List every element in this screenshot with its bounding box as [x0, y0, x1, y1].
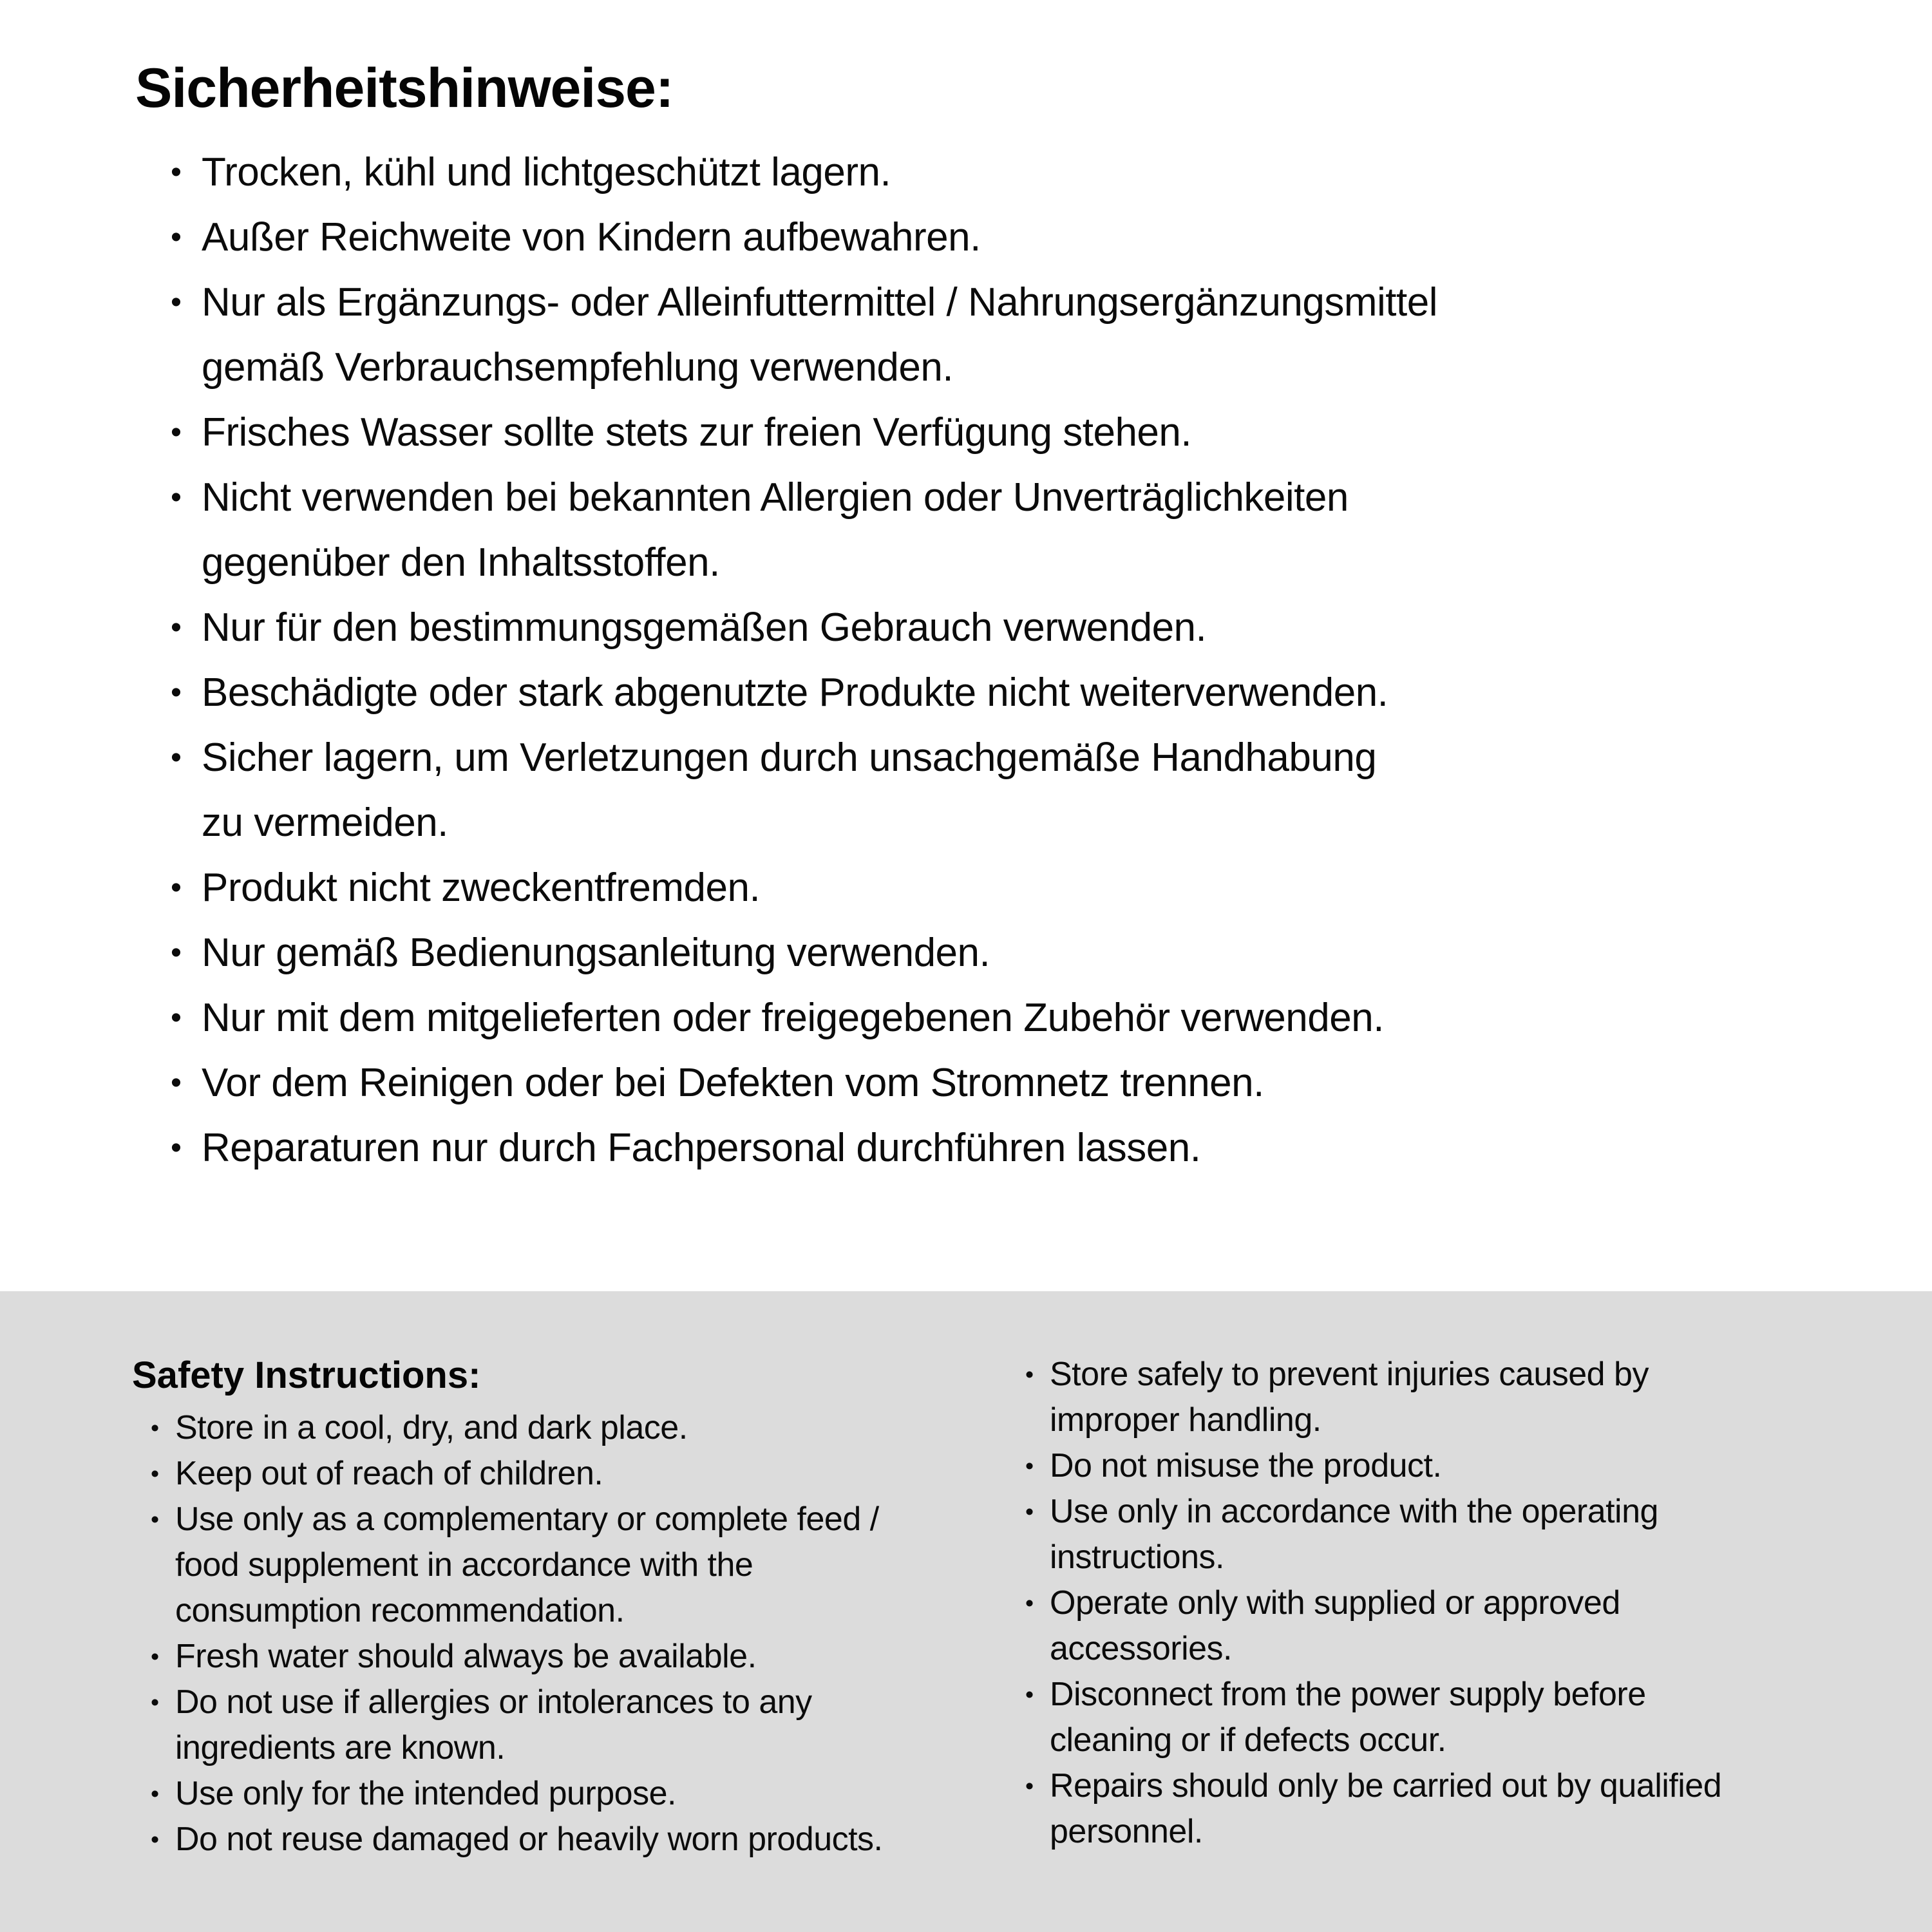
- bullet-line: ingredients are known.: [175, 1729, 506, 1766]
- bullet-dot: •: [151, 1643, 159, 1670]
- bullet-line: Do not misuse the product.: [1050, 1447, 1442, 1484]
- bullet-dot: •: [171, 934, 182, 970]
- list-item: [132, 1680, 995, 1771]
- bullet-dot: •: [171, 869, 182, 905]
- bullet-line: Frisches Wasser sollte stets zur freien Verfügung stehen.: [202, 410, 1192, 455]
- english-right-column: [1025, 1352, 1901, 1855]
- bullet-dot: •: [171, 609, 182, 645]
- bullet-line: Produkt nicht zweckentfremden.: [202, 865, 761, 910]
- bullet-dot: •: [171, 674, 182, 710]
- bullet-dot: •: [1025, 1452, 1034, 1479]
- bullet-dot: •: [151, 1460, 159, 1487]
- bullet-line: personnel.: [1050, 1813, 1203, 1850]
- bullet-line: Außer Reichweite von Kindern aufbewahren.: [202, 214, 981, 260]
- bullet-line: Nur als Ergänzungs- oder Alleinfuttermittel / Nahrungsergänzungsmittel: [202, 279, 1437, 325]
- list-item: [132, 1817, 995, 1862]
- bullet-dot: •: [151, 1780, 159, 1807]
- bullet-line: gemäß Verbrauchsempfehlung verwenden.: [202, 345, 954, 390]
- bullet-line: consumption recommendation.: [175, 1592, 625, 1629]
- bullet-line: Repairs should only be carried out by qualified: [1050, 1767, 1722, 1804]
- bullet-line: improper handling.: [1050, 1401, 1321, 1439]
- bullet-dot: •: [171, 219, 182, 254]
- bullet-line: Nicht verwenden bei bekannten Allergien oder Unverträglichkeiten: [202, 475, 1349, 520]
- bullet-line: Use only for the intended purpose.: [175, 1775, 676, 1812]
- bullet-dot: •: [151, 1826, 159, 1853]
- list-item: [1025, 1763, 1901, 1855]
- german-section: [135, 57, 1893, 1180]
- bullet-dot: •: [171, 1065, 182, 1100]
- bullet-line: Use only as a complementary or complete feed /: [175, 1501, 879, 1538]
- bullet-dot: •: [171, 479, 182, 515]
- bullet-dot: •: [151, 1414, 159, 1441]
- bullet-line: Fresh water should always be available.: [175, 1638, 757, 1675]
- bullet-dot: •: [171, 999, 182, 1035]
- bullet-line: Reparaturen nur durch Fachpersonal durchführen lassen.: [202, 1125, 1201, 1170]
- list-item: [135, 400, 1893, 465]
- list-item: [135, 985, 1893, 1050]
- bullet-dot: •: [1025, 1681, 1034, 1708]
- bullet-line: accessories.: [1050, 1630, 1232, 1667]
- bullet-line: Store in a cool, dry, and dark place.: [175, 1409, 688, 1446]
- german-bullet-list: [135, 140, 1893, 1180]
- bullet-line: food supplement in accordance with the: [175, 1546, 753, 1584]
- bullet-dot: •: [171, 739, 182, 775]
- bullet-line: Beschädigte oder stark abgenutzte Produkte nicht weiterverwenden.: [202, 670, 1388, 715]
- list-item: [132, 1451, 995, 1497]
- bullet-line: Do not reuse damaged or heavily worn products.: [175, 1821, 883, 1858]
- list-item: [1025, 1672, 1901, 1763]
- list-item: [135, 140, 1893, 205]
- bullet-dot: •: [1025, 1361, 1034, 1388]
- list-item: [135, 465, 1893, 595]
- list-item: [1025, 1352, 1901, 1443]
- list-item: [135, 660, 1893, 725]
- bullet-line: zu vermeiden.: [202, 800, 448, 845]
- list-item: [135, 725, 1893, 855]
- list-item: [1025, 1489, 1901, 1580]
- german-title: Sicherheitshinweise:: [135, 57, 674, 119]
- bullet-dot: •: [171, 414, 182, 450]
- list-item: [135, 595, 1893, 660]
- bullet-line: Nur gemäß Bedienungsanleitung verwenden.: [202, 930, 990, 975]
- bullet-dot: •: [1025, 1498, 1034, 1525]
- english-left-column: [132, 1352, 995, 1862]
- english-left-list: [132, 1405, 995, 1862]
- list-item: [132, 1405, 995, 1451]
- bullet-line: Sicher lagern, um Verletzungen durch unsachgemäße Handhabung: [202, 735, 1377, 780]
- list-item: [135, 920, 1893, 985]
- bullet-dot: •: [151, 1689, 159, 1716]
- english-right-list: [1025, 1352, 1901, 1855]
- bullet-dot: •: [171, 284, 182, 319]
- bullet-dot: •: [171, 1130, 182, 1165]
- bullet-dot: •: [151, 1506, 159, 1533]
- bullet-line: Operate only with supplied or approved: [1050, 1584, 1620, 1622]
- bullet-line: Trocken, kühl und lichtgeschützt lagern.: [202, 149, 891, 194]
- bullet-line: Keep out of reach of children.: [175, 1455, 603, 1492]
- bullet-line: Store safely to prevent injuries caused by: [1050, 1356, 1649, 1393]
- bullet-dot: •: [1025, 1772, 1034, 1799]
- bullet-line: Use only in accordance with the operating: [1050, 1493, 1658, 1530]
- list-item: [135, 270, 1893, 400]
- list-item: [132, 1634, 995, 1680]
- list-item: [135, 205, 1893, 270]
- bullet-line: gegenüber den Inhaltsstoffen.: [202, 540, 720, 585]
- bullet-dot: •: [1025, 1589, 1034, 1616]
- list-item: [1025, 1580, 1901, 1672]
- bullet-line: Nur mit dem mitgelieferten oder freigegebenen Zubehör verwenden.: [202, 995, 1384, 1040]
- list-item: [135, 1050, 1893, 1115]
- list-item: [135, 1115, 1893, 1180]
- english-title: Safety Instructions:: [132, 1354, 481, 1396]
- bullet-line: cleaning or if defects occur.: [1050, 1721, 1446, 1759]
- english-section: [0, 1291, 1932, 1932]
- bullet-line: instructions.: [1050, 1539, 1224, 1576]
- bullet-dot: •: [171, 154, 182, 189]
- bullet-line: Disconnect from the power supply before: [1050, 1676, 1646, 1713]
- list-item: [1025, 1443, 1901, 1489]
- list-item: [132, 1497, 995, 1634]
- list-item: [132, 1771, 995, 1817]
- list-item: [135, 855, 1893, 920]
- bullet-line: Do not use if allergies or intolerances to any: [175, 1683, 812, 1721]
- bullet-line: Nur für den bestimmungsgemäßen Gebrauch verwenden.: [202, 605, 1207, 650]
- bullet-line: Vor dem Reinigen oder bei Defekten vom Stromnetz trennen.: [202, 1060, 1264, 1105]
